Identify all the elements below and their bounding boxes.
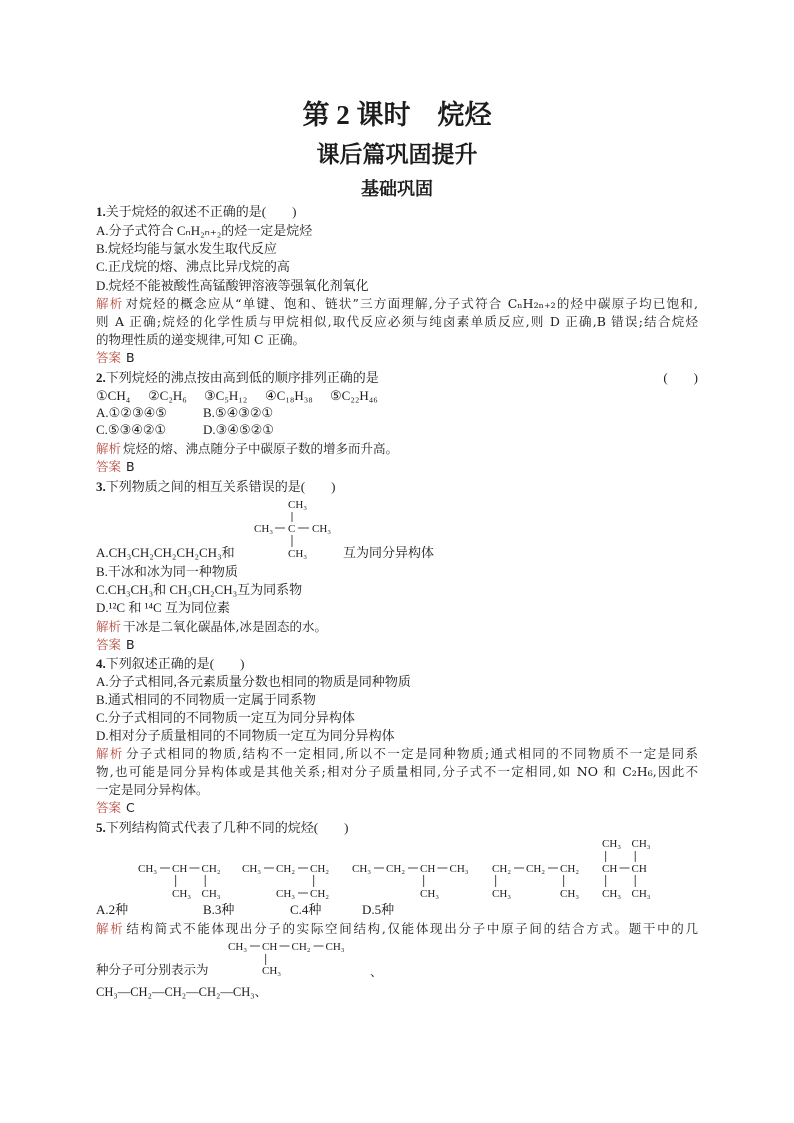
atom-group: CH xyxy=(262,941,278,953)
q2-compound-2: ②C₂H₆ xyxy=(148,388,187,403)
q5-analysis-formula: CH₃—CH₂—CH₂—CH₂—CH₃、 xyxy=(96,985,268,999)
question-text: 下列结构简式代表了几种不同的烷烃( ) xyxy=(105,820,349,835)
atom-group: CH₂ xyxy=(492,863,512,875)
q4-answer xyxy=(96,799,135,817)
atom-group: CH₃ xyxy=(201,888,221,900)
q5-option-d: D.5种 xyxy=(362,902,395,917)
answer-label: 答案 xyxy=(96,459,122,474)
answer-value: B xyxy=(126,459,135,474)
q1-analysis-line-1 xyxy=(96,295,698,313)
answer-value: B xyxy=(126,350,135,365)
analysis-label: 解析 xyxy=(96,619,122,634)
atom-group: CH₂ xyxy=(276,863,296,875)
atom-group: CH xyxy=(172,863,188,875)
atom-group: CH₃ xyxy=(276,888,296,900)
atom-group: CH xyxy=(420,863,436,875)
q2-compound-1: ①CH₄ xyxy=(96,388,131,403)
q1-answer xyxy=(96,349,135,367)
q1-analysis-line-3: 的物理性质的递变规律,可知 C 正确。 xyxy=(96,332,305,347)
q3-answer xyxy=(96,636,135,654)
q2-stem xyxy=(96,369,698,387)
page-subtitle: 课后篇巩固提升 xyxy=(316,142,478,167)
atom-group: CH₃ xyxy=(631,888,651,900)
atom-group: CH₃ xyxy=(492,888,512,900)
atom-group-left: CH₃ xyxy=(254,523,274,535)
analysis-label: 解析 xyxy=(96,441,122,456)
question-text: 关于烷烃的叙述不正确的是( ) xyxy=(105,204,297,219)
q1-option-a: A.分子式符合 CₙH₂ₙ₊₂的烃一定是烷烃 xyxy=(96,223,313,238)
q2-compound-5: ⑤C₂₂H₄₆ xyxy=(330,388,378,403)
q4-analysis-line-3: 一定是同分异构体。 xyxy=(96,782,209,797)
q1-option-d: D.烷烃不能被酸性高锰酸钾溶液等强氧化剂氧化 xyxy=(96,278,369,293)
atom-group-right: CH₃ xyxy=(312,523,332,535)
q3-option-d: D.¹²C 和 ¹⁴C 互为同位素 xyxy=(96,600,230,615)
atom-group: CH₂ xyxy=(386,863,406,875)
q2-compound-4: ④C₁₈H₃₈ xyxy=(265,388,313,403)
answer-label: 答案 xyxy=(96,350,122,365)
structure-1 xyxy=(138,863,221,900)
atom-group: CH₃ xyxy=(242,863,262,875)
q5-option-b: B.3种 xyxy=(203,902,235,917)
q5-analysis-separator: 、 xyxy=(370,964,383,979)
q4-stem xyxy=(96,655,244,673)
section-heading: 基础巩固 xyxy=(361,179,433,199)
question-number: 3. xyxy=(96,479,106,494)
analysis-label: 解析 xyxy=(96,296,124,311)
q2-compound-3: ③C₅H₁₂ xyxy=(204,388,248,403)
q5-analysis-line-2: 种分子可分别表示为 xyxy=(96,962,209,977)
structure-4 xyxy=(492,863,579,900)
structure-2 xyxy=(242,863,329,900)
structure-3 xyxy=(352,863,469,900)
q2-option-b: B.⑤④③②① xyxy=(203,405,274,420)
q1-analysis-line-2: 则 A 正确;烷烃的化学性质与甲烷相似,取代反应必须与纯卤素单质反应,则 D 正确,B 错误;结合烷烃 xyxy=(96,314,698,329)
q3-analysis xyxy=(96,618,327,636)
atom-group: CH₃ xyxy=(560,888,580,900)
atom-group-bottom: CH₃ xyxy=(288,548,308,560)
question-text: 下列物质之间的相互关系错误的是( ) xyxy=(105,479,336,494)
question-number: 2. xyxy=(96,370,106,385)
q4-option-c: C.分子式相同的不同物质一定互为同分异构体 xyxy=(96,710,355,725)
q2-option-c: C.⑤③④②① xyxy=(96,422,167,437)
q2-answer xyxy=(96,458,135,476)
q4-analysis-line-1 xyxy=(96,745,698,763)
analysis-text: 干冰是二氧化碳晶体,冰是固态的水。 xyxy=(123,619,327,634)
atom-group: CH₃ xyxy=(449,863,469,875)
answer-value: B xyxy=(126,637,135,652)
question-text: 下列叙述正确的是( ) xyxy=(105,656,245,671)
atom-group: CH₂ xyxy=(560,863,580,875)
atom-group-top: CH₃ xyxy=(288,499,308,511)
atom-group: CH₃ xyxy=(325,941,345,953)
atom-group: CH₃ xyxy=(631,838,651,850)
q2-analysis xyxy=(96,440,398,458)
analysis-text: 结构简式不能体现出分子的实际空间结构,仅能体现出分子中原子间的结合方式。题干中的几 xyxy=(126,921,698,936)
q4-analysis-line-2: 物,也可能是同分异构体或是其他关系;相对分子质量相同,分子式不一定相同,如 NO 和 C₂H₆,因此不 xyxy=(96,764,698,779)
q3-option-a-suffix: 互为同分异构体 xyxy=(343,545,435,560)
answer-label: 答案 xyxy=(96,800,122,815)
atom-group: CH xyxy=(631,863,647,875)
q1-option-b: B.烷烃均能与氯水发生取代反应 xyxy=(96,241,277,256)
q5-option-a: A.2种 xyxy=(96,902,129,917)
q3-option-c: C.CH₃CH₃和 CH₃CH₂CH₃互为同系物 xyxy=(96,582,303,597)
q5-option-c: C.4种 xyxy=(290,902,322,917)
analysis-label: 解析 xyxy=(96,921,125,936)
q4-option-b: B.通式相同的不同物质一定属于同系物 xyxy=(96,692,316,707)
analysis-label: 解析 xyxy=(96,746,124,761)
atom-group: CH xyxy=(602,863,618,875)
atom-group: CH₂ xyxy=(310,863,330,875)
answer-value: C xyxy=(126,800,135,815)
q5-structures xyxy=(130,832,670,904)
q2-option-a: A.①②③④⑤ xyxy=(96,405,167,420)
question-text: 下列烷烃的沸点按由高到低的顺序排列正确的是 xyxy=(105,370,379,385)
structure-5 xyxy=(602,838,651,900)
atom-group: CH₃ xyxy=(420,888,440,900)
q3-option-a-prefix: A.CH₃CH₂CH₂CH₂CH₃和 xyxy=(96,545,235,560)
q4-option-a: A.分子式相同,各元素质量分数也相同的物质是同种物质 xyxy=(96,674,411,689)
q5-analysis-line-1 xyxy=(96,920,698,938)
page-title: 第 2 课时 烷烃 xyxy=(302,100,492,130)
q4-option-d: D.相对分子质量相同的不同物质一定互为同分异构体 xyxy=(96,728,395,743)
neopentane-structure xyxy=(240,495,350,565)
atom-group: CH₃ xyxy=(138,863,158,875)
atom-group: CH₃ xyxy=(602,888,622,900)
q1-stem xyxy=(96,203,296,221)
atom-center: C xyxy=(288,523,296,535)
q3-stem xyxy=(96,478,335,496)
q1-option-c: C.正戊烷的熔、沸点比异戊烷的高 xyxy=(96,259,290,274)
analysis-text: 分子式相同的物质,结构不一定相同,所以不一定是同种物质;通式相同的不同物质不一定是同系 xyxy=(125,746,698,761)
atom-group: CH₃ xyxy=(172,888,192,900)
atom-group: CH₂ xyxy=(310,888,330,900)
q2-option-d: D.③④⑤②① xyxy=(203,422,274,437)
analysis-text: 烷烃的熔、沸点随分子中碳原子数的增多而升高。 xyxy=(123,441,399,456)
atom-group: CH₃ xyxy=(228,941,248,953)
atom-group: CH₂ xyxy=(526,863,546,875)
analysis-text: 对烷烃的概念应从“单键、饱和、链状”三方面理解,分子式符合 CₙH₂ₙ₊₂的烃中碳原子均已饱和, xyxy=(125,296,698,311)
q5-analysis-structure xyxy=(220,935,370,980)
q3-option-b: B.干冰和冰为同一种物质 xyxy=(96,564,238,579)
atom-group: CH₃ xyxy=(352,863,372,875)
atom-group: CH₂ xyxy=(201,863,221,875)
atom-group: CH₂ xyxy=(291,941,311,953)
question-number: 1. xyxy=(96,204,106,219)
atom-group: CH₃ xyxy=(602,838,622,850)
question-number: 5. xyxy=(96,820,106,835)
question-number: 4. xyxy=(96,656,106,671)
answer-blank: ( ) xyxy=(663,370,698,385)
answer-label: 答案 xyxy=(96,637,122,652)
atom-group: CH₃ xyxy=(262,965,282,977)
